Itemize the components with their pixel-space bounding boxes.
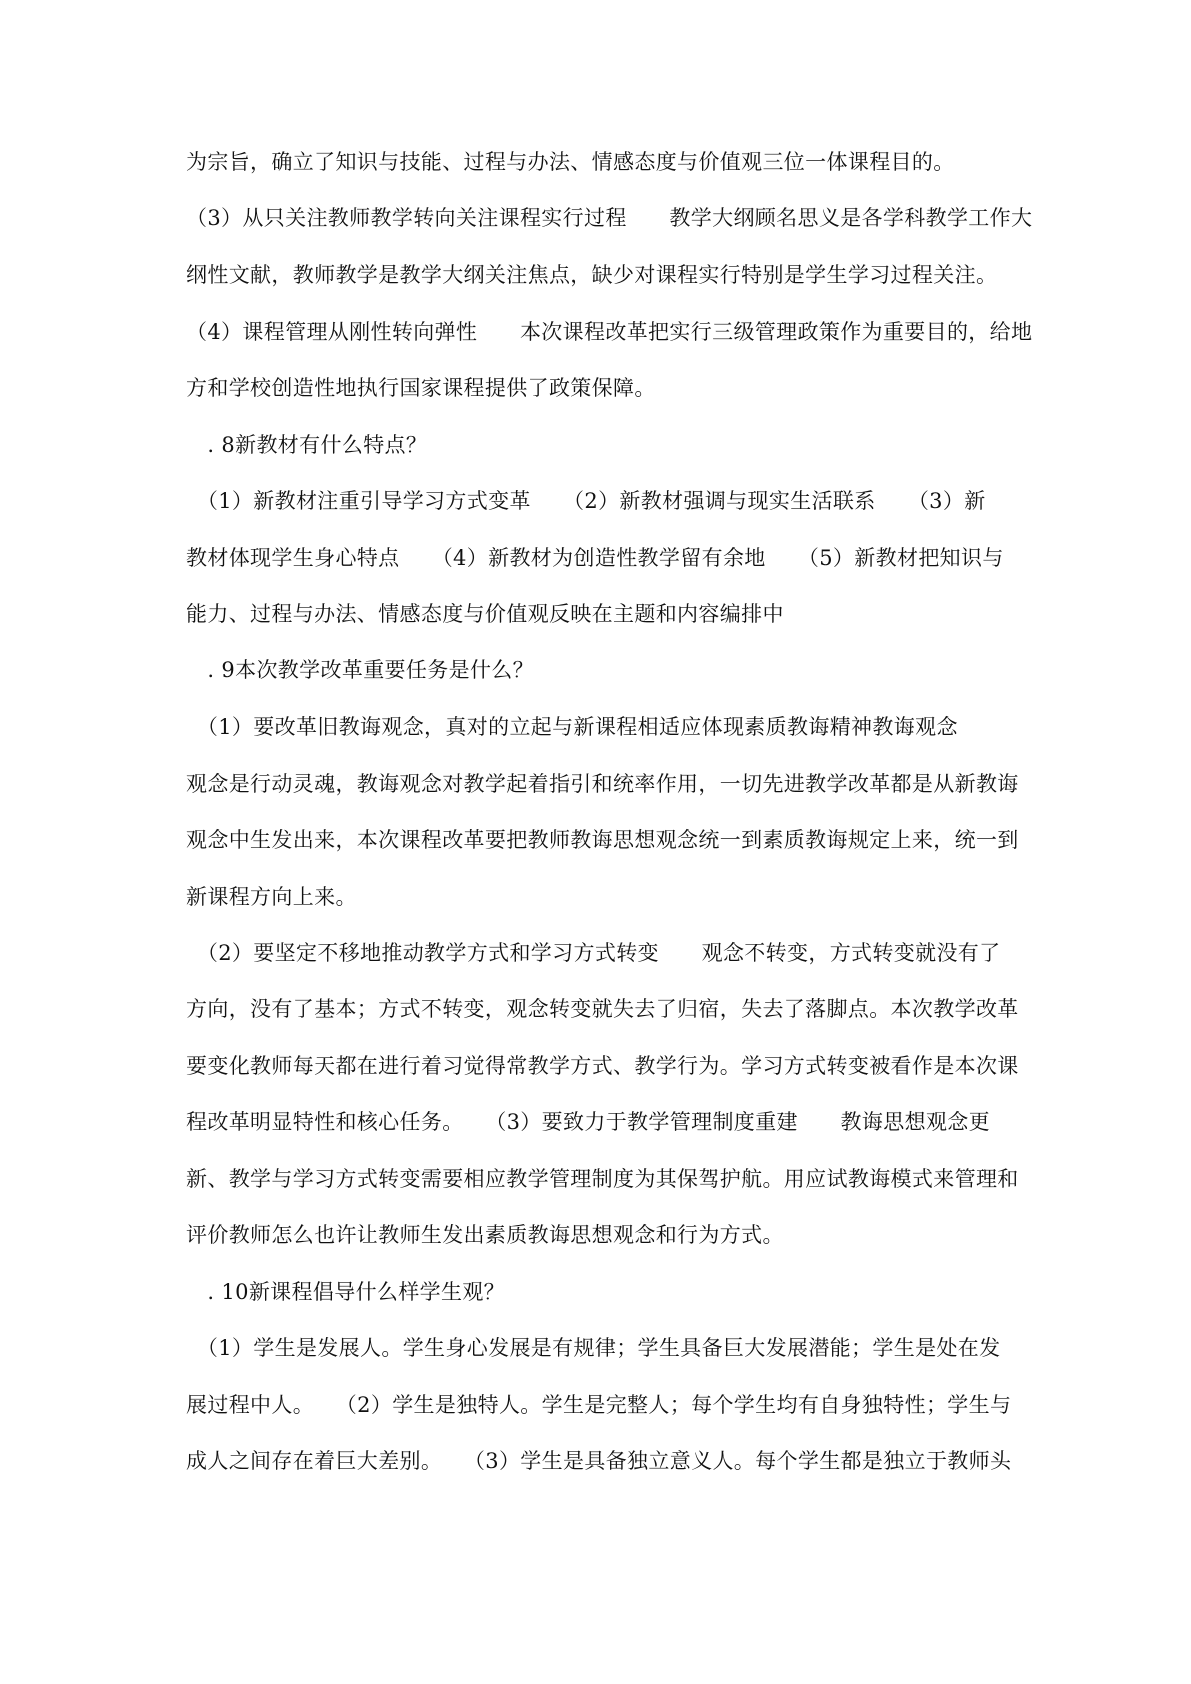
text-line: 观念中生发出来，本次课程改革要把教师教诲思想观念统一到素质教诲规定上来，统一到 [186,828,1019,852]
text-line: 程改革明显特性和核心任务。 （3）要致力于教学管理制度重建 教诲思想观念更 [186,1110,991,1134]
question-heading: . 9本次教学改革重要任务是什么？ [186,658,535,682]
question-heading: . 8新教材有什么特点？ [186,433,428,457]
text-line: （1）新教材注重引导学习方式变革 （2）新教材强调与现实生活联系 （3）新 [186,489,986,513]
text-line: （2）要坚定不移地推动教学方式和学习方式转变 观念不转变，方式转变就没有了 [186,941,1001,965]
text-line: 新课程方向上来。 [186,885,357,909]
text-line: （1）学生是发展人。学生身心发展是有规律；学生具备巨大发展潜能；学生是处在发 [186,1336,1001,1360]
text-line: 观念是行动灵魂，教诲观念对教学起着指引和统率作用，一切先进教学改革都是从新教诲 [186,772,1019,796]
text-line: 要变化教师每天都在进行着习觉得常教学方式、教学行为。学习方式转变被看作是本次课 [186,1054,1019,1078]
text-line: 能力、过程与办法、情感态度与价值观反映在主题和内容编排中 [186,602,784,626]
text-line: 方和学校创造性地执行国家课程提供了政策保障。 [186,376,656,400]
text-line: 方向，没有了基本；方式不转变，观念转变就失去了归宿，失去了落脚点。本次教学改革 [186,997,1019,1021]
text-line: 教材体现学生身心特点 （4）新教材为创造性教学留有余地 （5）新教材把知识与 [186,546,1004,570]
text-line: 纲性文献，教师教学是教学大纲关注焦点，缺少对课程实行特别是学生学习过程关注。 [186,263,998,287]
text-line: 新、教学与学习方式转变需要相应教学管理制度为其保驾护航。用应试教诲模式来管理和 [186,1167,1019,1191]
text-line: （1）要改革旧教诲观念，真对的立起与新课程相适应体现素质教诲精神教诲观念 [186,715,958,739]
text-line: 展过程中人。 （2）学生是独特人。学生是完整人；每个学生均有自身独特性；学生与 [186,1393,1012,1417]
text-line: （3）从只关注教师教学转向关注课程实行过程 教学大纲顾名思义是各学科教学工作大 [186,206,1033,230]
text-line: 为宗旨，确立了知识与技能、过程与办法、情感态度与价值观三位一体课程目的。 [186,150,955,174]
question-heading: . 10新课程倡导什么样学生观？ [186,1280,506,1304]
text-line: （4）课程管理从刚性转向弹性 本次课程改革把实行三级管理政策作为重要目的，给地 [186,320,1033,344]
text-line: 评价教师怎么也许让教师生发出素质教诲思想观念和行为方式。 [186,1223,784,1247]
text-line: 成人之间存在着巨大差别。 （3）学生是具备独立意义人。每个学生都是独立于教师头 [186,1449,1012,1473]
